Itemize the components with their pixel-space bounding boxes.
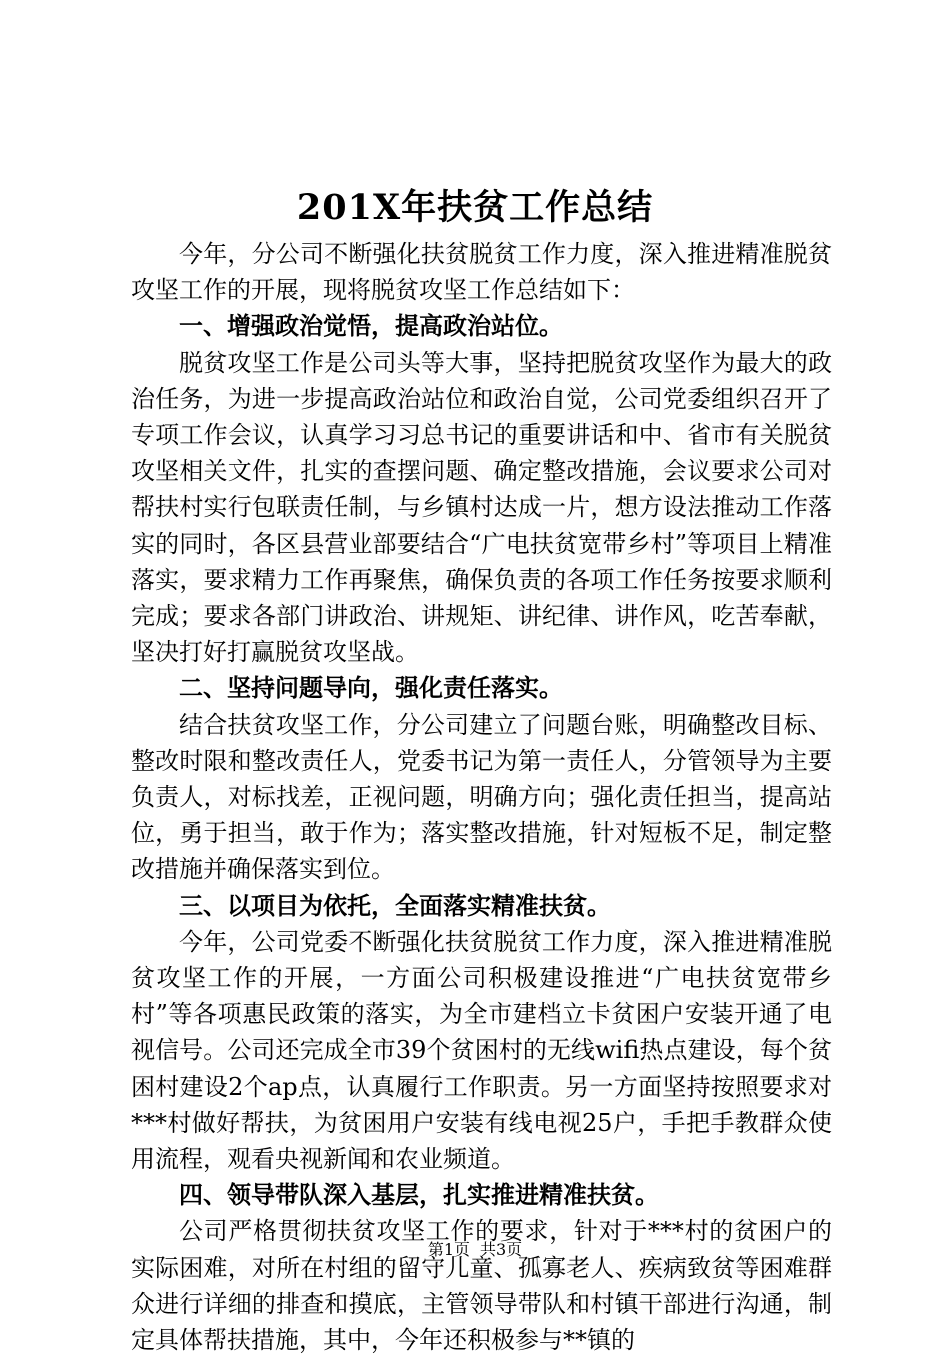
section-paragraph-1: 脱贫攻坚工作是公司头等大事，坚持把脱贫攻坚作为最大的政治任务，为进一步提高政治站位和政治自觉，公司党委组织召开了专项工作会议，认真学习习总书记的重要讲话和中、省市有关脱贫攻坚相关文件，扎实的查摆问题、确定整改措施，会议要求公司对帮扶村实行包联责任制，与乡镇村达成一片，想方设法推动工作落实的同时，各区县营业部要结合“广电扶贫宽带乡村”等项目上精准落实，要求精力工作再聚焦，确保负责的各项工作任务按要求顺利完成；要求各部门讲政治、讲规矩、讲纪律、讲作风，吃苦奉献，坚决打好打赢脱贫攻坚战。: [131, 348, 832, 667]
section-paragraph-4: 公司严格贯彻扶贫攻坚工作的要求，针对于***村的贫困户的实际困难，对所在村组的留守儿童、孤寡老人、疾病致贫等困难群众进行详细的排查和摸底，主管领导带队和村镇干部进行沟通，制定具体帮扶措施，其中，今年还积极参与**镇的: [131, 1217, 832, 1355]
page-number: 第1页: [427, 1240, 470, 1259]
section-paragraph-3: 今年，公司党委不断强化扶贫脱贫工作力度，深入推进精准脱贫攻坚工作的开展，一方面公司积极建设推进“广电扶贫宽带乡村”等各项惠民政策的落实，为全市建档立卡贫困户安装开通了电视信号。公司还完成全市39个贫困村的无线wifi热点建设，每个贫困村建设2个ap点，认真履行工作职责。另一方面坚持按照要求对***村做好帮扶，为贫困用户安装有线电视25户，手把手教群众使用流程，观看央视新闻和农业频道。: [131, 927, 832, 1174]
section-heading-2: 二、坚持问题导向，强化责任落实。: [179, 673, 563, 703]
section-heading-3: 三、以项目为依托，全面落实精准扶贫。: [179, 890, 611, 920]
document-body: [131, 236, 832, 1358]
page-footer: [0, 1240, 950, 1260]
intro-paragraph: 今年，分公司不断强化扶贫脱贫工作力度，深入推进精准脱贫攻坚工作的开展，现将脱贫攻坚工作总结如下：: [131, 240, 832, 305]
section-heading-1: 一、增强政治觉悟，提高政治站位。: [179, 311, 563, 341]
document-title: 201X年扶贫工作总结: [296, 187, 654, 228]
page-total: 共3页: [480, 1240, 523, 1259]
section-paragraph-2: 结合扶贫攻坚工作，分公司建立了问题台账，明确整改目标、整改时限和整改责任人，党委书记为第一责任人，分管领导为主要负责人，对标找差，正视问题，明确方向；强化责任担当，提高站位，勇于担当，敢于作为；落实整改措施，针对短板不足，制定整改措施并确保落实到位。: [131, 710, 832, 884]
section-heading-4: 四、领导带队深入基层，扎实推进精准扶贫。: [179, 1180, 659, 1210]
